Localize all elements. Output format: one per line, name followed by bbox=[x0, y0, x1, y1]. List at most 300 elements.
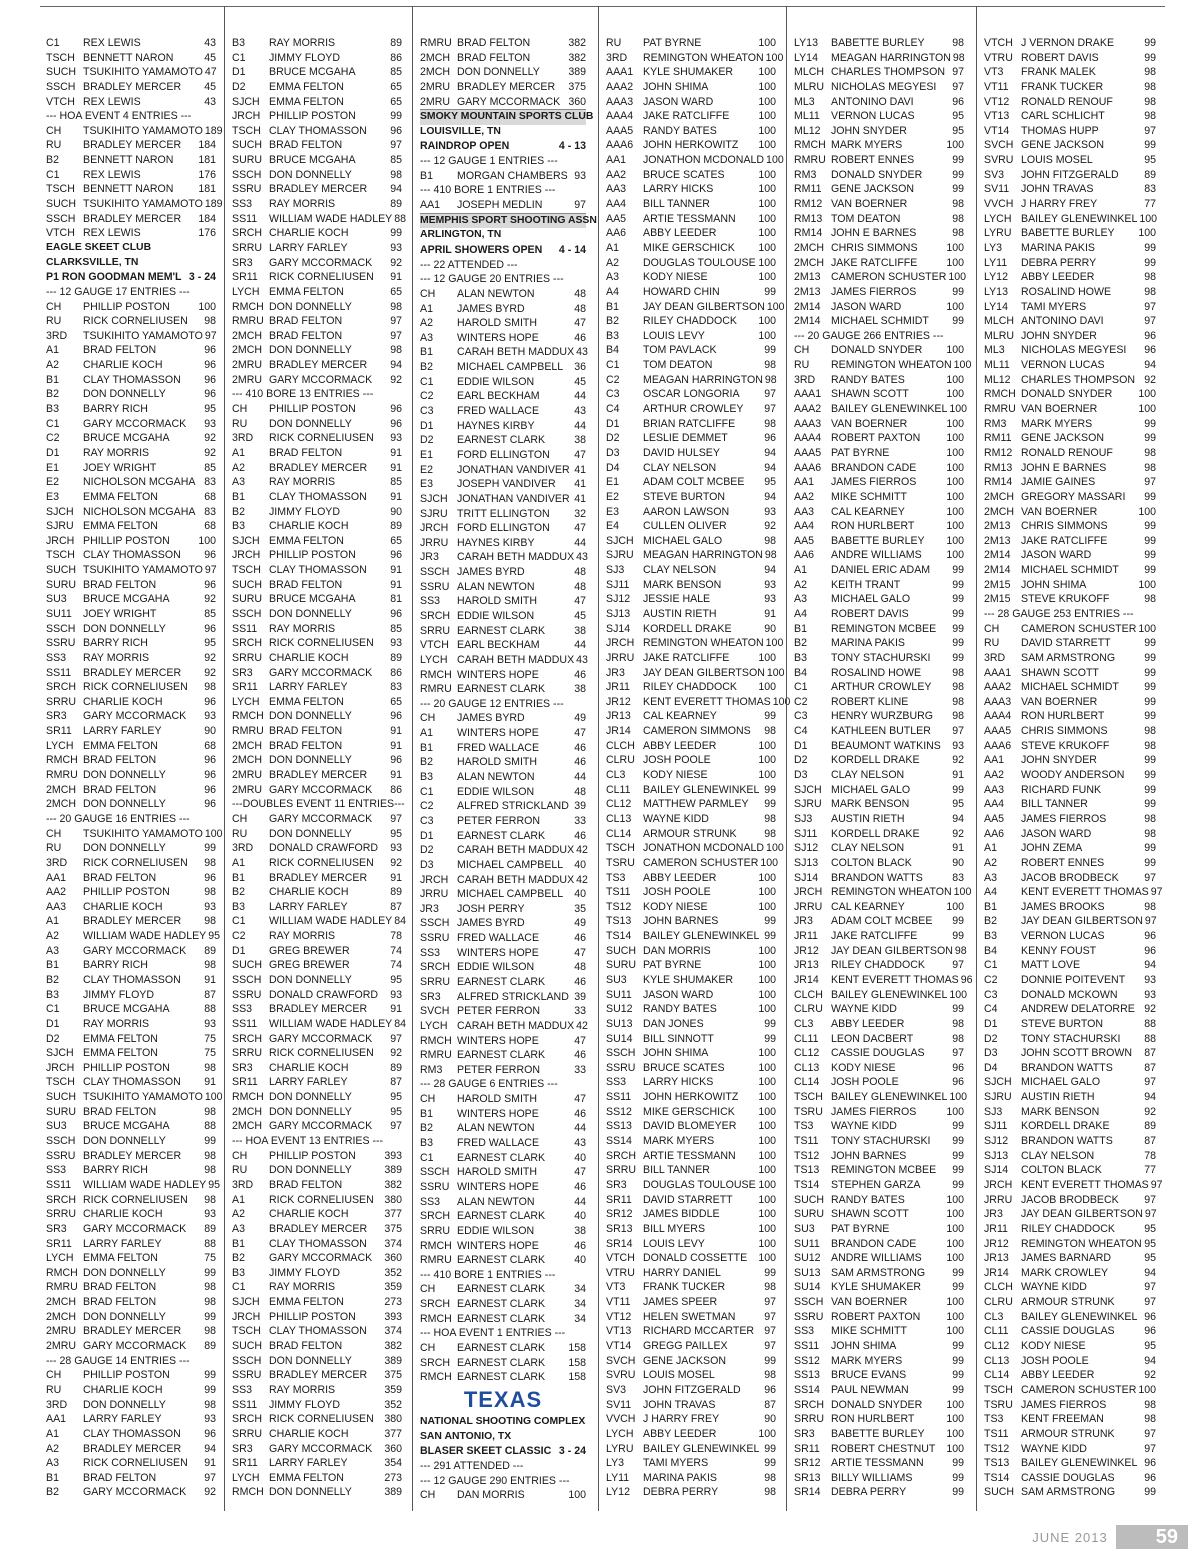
class-code: SR11 bbox=[794, 1442, 820, 1455]
result-row bbox=[232, 607, 402, 622]
score: 78 bbox=[390, 930, 402, 943]
score: 98 bbox=[204, 1398, 216, 1411]
score: 95 bbox=[1144, 154, 1156, 167]
score: 35 bbox=[574, 902, 586, 915]
class-code: JR14 bbox=[984, 1266, 1009, 1279]
score: 97 bbox=[574, 199, 586, 212]
shooter-name: JAMES FIERROS bbox=[831, 285, 917, 298]
class-code: A1 bbox=[420, 727, 433, 740]
result-row bbox=[984, 1266, 1156, 1281]
score: 273 bbox=[384, 1296, 402, 1309]
class-code: RM12 bbox=[984, 446, 1013, 459]
result-row bbox=[232, 1032, 402, 1047]
shooter-name: MICHAEL GALO bbox=[643, 534, 723, 547]
score: 100 bbox=[758, 1135, 776, 1148]
shooter-name: GARY MCCORMACK bbox=[83, 417, 187, 430]
class-code: SSCH bbox=[46, 622, 76, 635]
result-row bbox=[420, 1165, 586, 1180]
class-code: 2MCH bbox=[46, 798, 77, 811]
score: 43 bbox=[204, 95, 216, 108]
result-row bbox=[794, 1134, 964, 1149]
shooter-name: MICHAEL CAMPBELL bbox=[457, 858, 564, 871]
shooter-name: REX LEWIS bbox=[83, 37, 141, 49]
score: 99 bbox=[952, 1178, 964, 1191]
score: 38 bbox=[574, 1224, 586, 1237]
class-code: VT14 bbox=[984, 124, 1010, 137]
shooter-name: OSCAR LONGORIA bbox=[643, 388, 740, 401]
shooter-name: JOEY WRIGHT bbox=[83, 607, 157, 620]
result-row bbox=[420, 1488, 586, 1503]
shooter-name: JAMES BYRD bbox=[457, 302, 525, 315]
class-code: C1 bbox=[232, 1281, 246, 1294]
class-code: D2 bbox=[420, 844, 434, 857]
class-code: JRRU bbox=[420, 536, 449, 549]
result-row bbox=[606, 95, 776, 110]
class-code: JR11 bbox=[794, 930, 818, 943]
result-row bbox=[984, 1134, 1156, 1149]
shooter-name: PHILLIP POSTON bbox=[83, 1369, 170, 1382]
score: 92 bbox=[390, 373, 402, 386]
shooter-name: EDDIE WILSON bbox=[457, 375, 535, 388]
score: 100 bbox=[758, 37, 776, 49]
score: 98 bbox=[204, 856, 216, 869]
result-row bbox=[606, 885, 776, 900]
score: 100 bbox=[946, 1427, 964, 1440]
result-row bbox=[46, 1266, 216, 1281]
score: 75 bbox=[204, 1032, 216, 1045]
score: 380 bbox=[384, 1413, 402, 1426]
result-row bbox=[984, 1032, 1156, 1047]
class-code: SRCH bbox=[794, 1398, 825, 1411]
score: 389 bbox=[384, 1164, 402, 1177]
shooter-name: PAUL NEWMAN bbox=[831, 1383, 909, 1396]
shooter-name: WILLIAM WADE HADLEY bbox=[269, 212, 393, 225]
class-code: SS13 bbox=[606, 1120, 632, 1133]
score: 100 bbox=[758, 168, 776, 181]
shooter-name: CASSIE DOUGLAS bbox=[1021, 1471, 1115, 1484]
class-code: B2 bbox=[420, 1122, 433, 1135]
shooter-name: JOHN BARNES bbox=[831, 1149, 907, 1162]
class-code: AAA4 bbox=[606, 110, 634, 123]
event-header: --- 410 BORE 1 ENTRIES --- bbox=[420, 184, 556, 197]
score: 98 bbox=[204, 1061, 216, 1074]
shooter-name: FRANK MALEK bbox=[1021, 66, 1096, 79]
class-code: JR3 bbox=[984, 1208, 1003, 1221]
shooter-name: RON HURLBERT bbox=[831, 1413, 915, 1426]
result-row bbox=[232, 841, 402, 856]
result-row bbox=[420, 741, 586, 756]
class-code: JRCH bbox=[46, 1061, 75, 1074]
class-code: SJCH bbox=[232, 534, 260, 547]
shooter-name: RICK CORNELIUSEN bbox=[83, 1457, 188, 1470]
result-row bbox=[606, 446, 776, 461]
shooter-name: GARY MCCORMACK bbox=[83, 1222, 187, 1235]
shooter-name: PHILLIP POSTON bbox=[269, 1310, 356, 1323]
score: 91 bbox=[390, 461, 402, 474]
class-code: SR3 bbox=[232, 666, 253, 679]
result-row bbox=[232, 827, 402, 842]
class-code: CH bbox=[794, 344, 810, 357]
result-row bbox=[606, 36, 776, 51]
class-code: AA2 bbox=[606, 168, 627, 181]
score: 158 bbox=[568, 1371, 586, 1384]
class-code: D2 bbox=[606, 432, 620, 445]
class-code: SRRU bbox=[232, 1047, 263, 1060]
class-code: RMCH bbox=[46, 1266, 78, 1279]
shooter-name: DEBRA PERRY bbox=[643, 1486, 719, 1499]
shooter-name: RAY MORRIS bbox=[269, 198, 336, 211]
result-row bbox=[46, 387, 216, 402]
result-row bbox=[232, 505, 402, 520]
class-code: SU14 bbox=[606, 1032, 633, 1045]
score: 100 bbox=[766, 842, 784, 855]
result-row bbox=[46, 124, 223, 139]
score: 99 bbox=[764, 285, 776, 298]
result-row bbox=[794, 1354, 964, 1369]
class-code: E3 bbox=[420, 478, 433, 491]
score: 100 bbox=[946, 388, 964, 401]
result-row bbox=[420, 36, 586, 51]
result-row bbox=[606, 1061, 776, 1076]
result-row bbox=[606, 651, 776, 666]
result-row bbox=[420, 873, 586, 888]
result-row bbox=[606, 343, 776, 358]
class-code: SS11 bbox=[46, 666, 72, 679]
class-code: SS14 bbox=[794, 1383, 820, 1396]
score: 98 bbox=[1144, 1413, 1156, 1426]
shooter-name: DONALD MCKOWN bbox=[1021, 988, 1118, 1001]
shooter-name: ALAN NEWTON bbox=[457, 1122, 535, 1135]
score: 99 bbox=[952, 607, 964, 620]
class-code: SS12 bbox=[794, 1354, 820, 1367]
result-row bbox=[420, 594, 586, 609]
result-row bbox=[46, 1485, 216, 1500]
result-row bbox=[794, 592, 964, 607]
score: 98 bbox=[1144, 66, 1156, 79]
shooter-name: WINTERS HOPE bbox=[457, 727, 539, 740]
result-row bbox=[232, 709, 402, 724]
shooter-name: TAMI MYERS bbox=[1021, 300, 1087, 313]
score: 95 bbox=[204, 637, 216, 650]
result-row bbox=[232, 534, 402, 549]
class-code: SJ14 bbox=[606, 622, 631, 635]
shooter-name: CHARLES THOMPSON bbox=[831, 66, 946, 79]
result-row bbox=[794, 475, 964, 490]
score: 100 bbox=[758, 754, 776, 767]
score: 45 bbox=[574, 609, 586, 622]
result-row bbox=[46, 95, 216, 110]
result-row bbox=[606, 1105, 776, 1120]
class-code: 2MRU bbox=[420, 80, 451, 93]
class-code: SU11 bbox=[606, 988, 632, 1001]
score: 100 bbox=[946, 900, 964, 913]
shooter-name: ROBERT KLINE bbox=[831, 695, 909, 708]
shooter-name: TSUKIHITO YAMAMOTO bbox=[83, 124, 203, 137]
shooter-name: RILEY CHADDOCK bbox=[831, 959, 925, 972]
class-code: VVCH bbox=[984, 198, 1014, 211]
shooter-name: BRADLEY MERCER bbox=[269, 359, 368, 372]
shooter-name: WOODY ANDERSON bbox=[1021, 769, 1125, 782]
shooter-name: FORD ELLINGTON bbox=[457, 448, 550, 461]
shoot-date: 4 - 13 bbox=[558, 140, 586, 153]
class-code: SUCH bbox=[232, 578, 263, 591]
score: 98 bbox=[1144, 271, 1156, 284]
score: 100 bbox=[946, 1325, 964, 1338]
result-row bbox=[420, 755, 586, 770]
result-row bbox=[984, 797, 1156, 812]
score: 100 bbox=[758, 80, 776, 93]
score: 97 bbox=[1144, 315, 1156, 328]
score: 97 bbox=[1144, 300, 1156, 313]
class-code: B3 bbox=[794, 651, 807, 664]
result-row bbox=[984, 1163, 1156, 1178]
score: 45 bbox=[204, 80, 216, 93]
result-row bbox=[232, 1237, 402, 1252]
score: 382 bbox=[384, 1178, 402, 1191]
shooter-name: MARK BENSON bbox=[643, 578, 722, 591]
result-row bbox=[984, 988, 1156, 1003]
score: 189 bbox=[204, 198, 223, 211]
class-code: D1 bbox=[232, 66, 246, 79]
shooter-name: KODY NIESE bbox=[831, 1061, 896, 1074]
score: 98 bbox=[1144, 812, 1156, 825]
class-code: AAA5 bbox=[794, 446, 822, 459]
result-row bbox=[606, 80, 776, 95]
result-row bbox=[232, 80, 402, 95]
score: 99 bbox=[952, 315, 964, 328]
score: 74 bbox=[390, 959, 402, 972]
shooter-name: EMMA FELTON bbox=[269, 1296, 344, 1309]
result-row bbox=[420, 1282, 586, 1297]
result-row bbox=[606, 900, 776, 915]
result-row bbox=[232, 461, 402, 476]
shooter-name: RAY MORRIS bbox=[269, 1383, 336, 1396]
result-row bbox=[232, 856, 402, 871]
result-row bbox=[606, 592, 776, 607]
result-row bbox=[232, 548, 402, 563]
shooter-name: GENE JACKSON bbox=[643, 1354, 727, 1367]
class-code: VT13 bbox=[984, 110, 1010, 123]
class-code: SJRU bbox=[794, 798, 822, 811]
result-row bbox=[794, 1119, 964, 1134]
class-code: CL11 bbox=[984, 1325, 1009, 1338]
event-header: --- 12 GAUGE 17 ENTRIES --- bbox=[46, 285, 190, 298]
score: 100 bbox=[758, 900, 776, 913]
shooter-name: BRAD FELTON bbox=[269, 725, 343, 738]
class-code: SRCH bbox=[46, 681, 77, 694]
shooter-name: CAL KEARNEY bbox=[643, 710, 717, 723]
shooter-name: LARRY FARLEY bbox=[269, 900, 348, 913]
shooter-name: WAYNE KIDD bbox=[1021, 1281, 1087, 1294]
score: 74 bbox=[390, 944, 402, 957]
shooter-name: RAY MORRIS bbox=[269, 622, 336, 635]
score: 96 bbox=[204, 871, 216, 884]
score: 48 bbox=[574, 580, 586, 593]
score: 38 bbox=[574, 683, 586, 696]
class-code: SU3 bbox=[794, 1222, 815, 1235]
shooter-name: WINTERS HOPE bbox=[457, 1034, 539, 1047]
shooter-name: PAT BYRNE bbox=[831, 1222, 890, 1235]
event-header: --- 12 GAUGE 1 ENTRIES --- bbox=[420, 155, 558, 168]
class-code: C1 bbox=[420, 1151, 434, 1164]
shooter-name: BRADLEY MERCER bbox=[83, 1149, 182, 1162]
score: 97 bbox=[1144, 1208, 1157, 1221]
score: 96 bbox=[390, 549, 402, 562]
result-row bbox=[420, 1180, 586, 1195]
shooter-name: BRAD FELTON bbox=[457, 37, 531, 49]
shooter-name: MICHAEL SCHMIDT bbox=[831, 315, 929, 328]
shooter-name: REX LEWIS bbox=[83, 168, 141, 181]
class-code: RMCH bbox=[420, 668, 452, 681]
class-code: SR3 bbox=[46, 1222, 67, 1235]
score: 100 bbox=[758, 198, 776, 211]
shooter-name: BRUCE MCGAHA bbox=[83, 432, 170, 445]
score: 97 bbox=[390, 1120, 402, 1133]
score: 389 bbox=[384, 1486, 402, 1499]
result-row bbox=[794, 651, 964, 666]
club-heading: EAGLE SKEET CLUB bbox=[46, 241, 152, 253]
score: 97 bbox=[952, 959, 964, 972]
result-row bbox=[420, 1312, 586, 1327]
result-row bbox=[606, 812, 776, 827]
result-row bbox=[794, 1280, 964, 1295]
shooter-name: BILL SINNOTT bbox=[643, 1032, 714, 1045]
shooter-name: HELEN SWETMAN bbox=[643, 1310, 736, 1323]
result-row bbox=[606, 431, 776, 446]
shooter-name: ALAN NEWTON bbox=[457, 1195, 535, 1208]
class-code: TS12 bbox=[794, 1149, 820, 1162]
shooter-name: PHILLIP POSTON bbox=[269, 110, 356, 123]
result-row bbox=[794, 841, 964, 856]
class-code: B3 bbox=[46, 403, 59, 416]
shooter-name: BABETTE BURLEY bbox=[831, 534, 925, 547]
result-row bbox=[420, 375, 586, 390]
result-row bbox=[232, 592, 402, 607]
class-code: 2M14 bbox=[984, 564, 1011, 577]
score: 99 bbox=[952, 154, 964, 167]
score: 85 bbox=[390, 66, 402, 79]
class-code: E4 bbox=[606, 520, 619, 533]
score: 97 bbox=[390, 812, 402, 825]
shooter-name: DON DONNELLY bbox=[83, 769, 166, 782]
score: 46 bbox=[574, 1239, 586, 1252]
club-heading: CLARKSVILLE, TN bbox=[46, 256, 139, 268]
score: 100 bbox=[758, 95, 776, 108]
class-code: LY14 bbox=[794, 51, 818, 64]
score: 99 bbox=[1144, 549, 1156, 562]
result-row bbox=[984, 329, 1156, 344]
score: 89 bbox=[390, 1061, 402, 1074]
result-row bbox=[794, 1427, 964, 1442]
result-row bbox=[232, 958, 402, 973]
shooter-name: JOEY WRIGHT bbox=[83, 461, 157, 474]
result-row bbox=[984, 1207, 1156, 1222]
shooter-name: DON DONNELLY bbox=[83, 388, 166, 401]
score: 99 bbox=[952, 183, 964, 196]
class-code: JR12 bbox=[606, 695, 631, 708]
shooter-name: RICK CORNELIUSEN bbox=[269, 432, 374, 445]
score: 100 bbox=[946, 417, 964, 430]
score: 92 bbox=[952, 827, 964, 840]
score: 43 bbox=[204, 37, 216, 49]
result-row bbox=[606, 622, 776, 637]
shooter-name: BRANDON CADE bbox=[831, 1237, 917, 1250]
score: 97 bbox=[1144, 1193, 1156, 1206]
result-row bbox=[984, 153, 1156, 168]
shooter-name: LARRY FARLEY bbox=[269, 681, 348, 694]
shooter-name: MICHAEL SCHMIDT bbox=[1021, 681, 1119, 694]
class-code: JR12 bbox=[794, 944, 819, 957]
score: 98 bbox=[204, 1164, 216, 1177]
class-code: A1 bbox=[420, 302, 433, 315]
result-row bbox=[794, 182, 964, 197]
score: 100 bbox=[946, 1193, 964, 1206]
score: 90 bbox=[390, 505, 402, 518]
score: 360 bbox=[384, 1442, 402, 1455]
result-row bbox=[420, 609, 586, 624]
shooter-name: BRUCE MCGAHA bbox=[83, 1003, 170, 1016]
score: 273 bbox=[384, 1471, 402, 1484]
score: 94 bbox=[390, 183, 402, 196]
score: 42 bbox=[576, 844, 588, 857]
class-code: VTCH bbox=[46, 95, 75, 108]
class-code: VT13 bbox=[606, 1325, 632, 1338]
score: 96 bbox=[390, 124, 402, 137]
shooter-name: CLAY THOMASSON bbox=[269, 490, 367, 503]
shooter-name: MARK MYERS bbox=[831, 139, 903, 152]
result-row bbox=[794, 871, 964, 886]
score: 98 bbox=[764, 417, 776, 430]
class-code: RM11 bbox=[794, 183, 822, 196]
shooter-name: JOHN SHIMA bbox=[831, 1340, 897, 1353]
result-row bbox=[984, 446, 1156, 461]
shooter-name: EARNEST CLARK bbox=[457, 434, 546, 447]
class-code: AAA3 bbox=[984, 695, 1012, 708]
score: 99 bbox=[952, 1149, 964, 1162]
class-code: SS3 bbox=[420, 1195, 441, 1208]
shooter-name: RON HURLBERT bbox=[831, 520, 915, 533]
score: 96 bbox=[204, 373, 216, 386]
class-code: 3RD bbox=[46, 856, 68, 869]
shooter-name: BABETTE BURLEY bbox=[831, 1427, 925, 1440]
score: 100 bbox=[758, 739, 776, 752]
result-row bbox=[46, 914, 216, 929]
shooter-name: EARNEST CLARK bbox=[457, 1356, 546, 1369]
score: 100 bbox=[758, 988, 776, 1001]
result-row bbox=[984, 1075, 1156, 1090]
result-row bbox=[46, 1061, 216, 1076]
score: 68 bbox=[204, 739, 216, 752]
result-row bbox=[606, 988, 776, 1003]
class-code: 3RD bbox=[232, 1178, 254, 1191]
result-row bbox=[984, 387, 1156, 402]
score: 98 bbox=[1144, 110, 1156, 123]
result-row bbox=[984, 885, 1163, 900]
score: 97 bbox=[764, 403, 776, 416]
score: 99 bbox=[952, 1266, 964, 1279]
score: 98 bbox=[204, 1193, 216, 1206]
shooter-name: LARRY FARLEY bbox=[83, 725, 162, 738]
score: 359 bbox=[384, 1383, 402, 1396]
score: 95 bbox=[1144, 1237, 1156, 1250]
score: 100 bbox=[946, 1310, 964, 1323]
column-divider bbox=[976, 6, 977, 1511]
result-row bbox=[606, 1149, 776, 1164]
shooter-name: PHILLIP POSTON bbox=[83, 300, 170, 313]
shooter-name: CAMERON SCHUSTER bbox=[643, 856, 759, 869]
shooter-name: JOSH POOLE bbox=[831, 1076, 899, 1089]
result-row bbox=[420, 887, 586, 902]
